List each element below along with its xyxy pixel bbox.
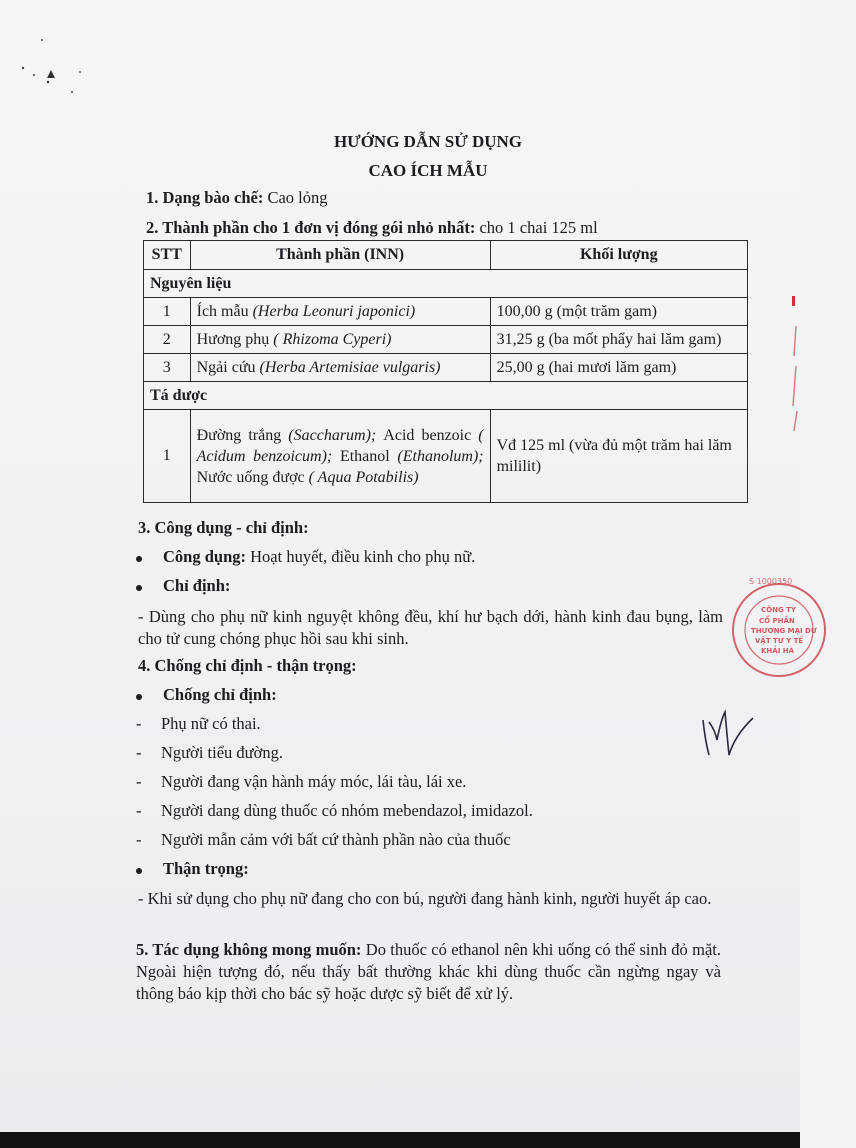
bullet-icon [136, 868, 142, 874]
usage-value: Hoạt huyết, điều kinh cho phụ nữ. [246, 547, 476, 566]
caution-paragraph: - Khi sử dụng cho phụ nữ đang cho con bú, người đang hành kinh, người huyết áp cao. [138, 889, 712, 908]
svg-text:CỔ PHẦN: CỔ PHẦN [759, 617, 795, 625]
section-5-text: Do thuốc có ethanol nên khi uống có thể sinh đỏ mặt. Ngoài hiện tượng đó, nếu thấy bất thường khác khi dùng thuốc cần ngừng ngay và thông báo kịp thời cho bác sỹ hoặc dược sỹ biết để xử lý. [136, 940, 721, 1003]
list-item: Người dang dùng thuốc có nhóm mebendazol, imidazol. [161, 801, 533, 820]
excipient-name: Ethanol [339, 447, 398, 465]
indication-usage [163, 547, 475, 567]
svg-text:CÔNG TY: CÔNG TY [761, 606, 796, 614]
excipient-name: Acid benzoic [383, 426, 479, 444]
section-4-label: 4. Chống chỉ định - thận trọng: [138, 656, 357, 675]
svg-text:KHẢI HÀ: KHẢI HÀ [761, 647, 795, 655]
excipient-name: Đường trắng [196, 426, 289, 444]
section-2 [146, 218, 598, 238]
row-mass: 100,00 g (một trăm gam) [490, 298, 747, 326]
list-item: - [136, 772, 142, 791]
ingredient-latin: (Herba Artemisiae vulgaris) [259, 358, 441, 376]
section-3-heading [138, 518, 309, 538]
indication-label [163, 576, 230, 596]
row-stt: 1 [144, 410, 191, 503]
table-section-row [144, 382, 748, 410]
contraindication-heading: Chống chỉ định: [163, 685, 277, 704]
table-row [144, 410, 748, 503]
row-stt: 2 [144, 326, 191, 354]
signature [695, 700, 765, 770]
section-5-label: 5. Tác dụng không mong muốn: [136, 940, 362, 959]
list-item: - [136, 743, 142, 762]
row-stt: 1 [144, 298, 191, 326]
row-excipients [190, 410, 490, 503]
list-item: - [136, 714, 142, 733]
ingredient-name: Ích mẫu [196, 302, 253, 320]
excipient-name: Nước uống được [196, 468, 309, 486]
table-row [144, 326, 748, 354]
section-2-label: 2. Thành phần cho 1 đơn vị đóng gói nhỏ nhất: [146, 218, 476, 237]
excipient-latin: (Ethanolum); [397, 447, 484, 465]
row-ingredient [190, 298, 490, 326]
bullet-icon [136, 556, 142, 562]
bullet-icon [136, 694, 142, 700]
svg-text:THƯƠNG MẠI DƯ: THƯƠNG MẠI DƯ [751, 627, 817, 635]
header-ingredient: Thành phần (INN) [190, 241, 490, 270]
section-5 [136, 939, 721, 1005]
row-ingredient [190, 326, 490, 354]
list-item: - [136, 801, 142, 820]
usage-label: Công dụng: [163, 547, 246, 566]
ingredient-latin: (Herba Leonuri japonici) [252, 302, 416, 320]
section-1-value: Cao lỏng [263, 188, 328, 207]
row-mass [490, 410, 747, 503]
row-mass: 31,25 g (ba mốt phẩy hai lăm gam) [490, 326, 747, 354]
scan-edge [0, 1132, 800, 1148]
caution-label [163, 859, 249, 879]
list-item: Người đang vận hành máy móc, lái tàu, lái xe. [161, 772, 467, 791]
indication-heading: Chỉ định: [163, 576, 231, 595]
section-raw-materials: Nguyên liệu [144, 270, 748, 298]
bullet-icon [136, 585, 142, 591]
header-mass: Khối lượng [490, 241, 747, 270]
row-ingredient [190, 354, 490, 382]
ingredient-latin: ( Rhizoma Cyperi) [273, 330, 392, 348]
table-row [144, 354, 748, 382]
excipient-latin: ( Aqua Potabilis) [308, 468, 419, 486]
ingredients-table [143, 240, 748, 503]
section-4-heading [138, 656, 357, 676]
header-stt: STT [144, 241, 191, 270]
section-2-value: cho 1 chai 125 ml [475, 218, 598, 237]
table-section-row [144, 270, 748, 298]
table-header-row [144, 241, 748, 270]
section-3-label: 3. Công dụng - chỉ định: [138, 518, 309, 537]
contraindication-label [163, 685, 277, 705]
excipient-latin: ( Acidum benzoicum); [196, 426, 484, 465]
section-1 [146, 188, 328, 208]
scan-specks [20, 30, 90, 100]
caution-text [138, 888, 723, 910]
section-1-label: 1. Dạng bào chế: [146, 188, 264, 207]
svg-text:S 1000350: S 1000350 [749, 577, 793, 586]
list-item: - [136, 830, 142, 849]
excipient-mass: Vđ 125 ml (vừa đủ một trăm hai lăm mililit) [496, 437, 732, 475]
ingredient-name: Hương phụ [196, 330, 274, 348]
indication-paragraph: - Dùng cho phụ nữ kinh nguyệt không đều, khí hư bạch dới, hành kinh đau bụng, làm cho tử cung chóng phục hồi sau khi sinh. [138, 607, 723, 648]
company-stamp [717, 568, 817, 708]
row-mass: 25,00 g (hai mươi lăm gam) [490, 354, 747, 382]
list-item: Người mẫn cảm với bất cứ thành phần nào của thuốc [161, 830, 511, 849]
section-excipients: Tá dược [144, 382, 748, 410]
list-item: Phụ nữ có thai. [161, 714, 261, 733]
svg-text:VẬT TƯ Y TẾ: VẬT TƯ Y TẾ [755, 637, 804, 645]
ingredient-name: Ngải cứu [196, 358, 260, 376]
doc-title: HƯỚNG DẪN SỬ DỤNG [333, 132, 523, 151]
excipient-latin: (Saccharum); [288, 426, 384, 444]
product-name: CAO ÍCH MẪU [368, 161, 488, 180]
indication-text [138, 606, 723, 650]
table-row [144, 298, 748, 326]
list-item: Người tiểu đường. [161, 743, 283, 762]
row-stt: 3 [144, 354, 191, 382]
edge-stamp-fragment [784, 296, 800, 436]
caution-heading: Thận trọng: [163, 859, 249, 878]
